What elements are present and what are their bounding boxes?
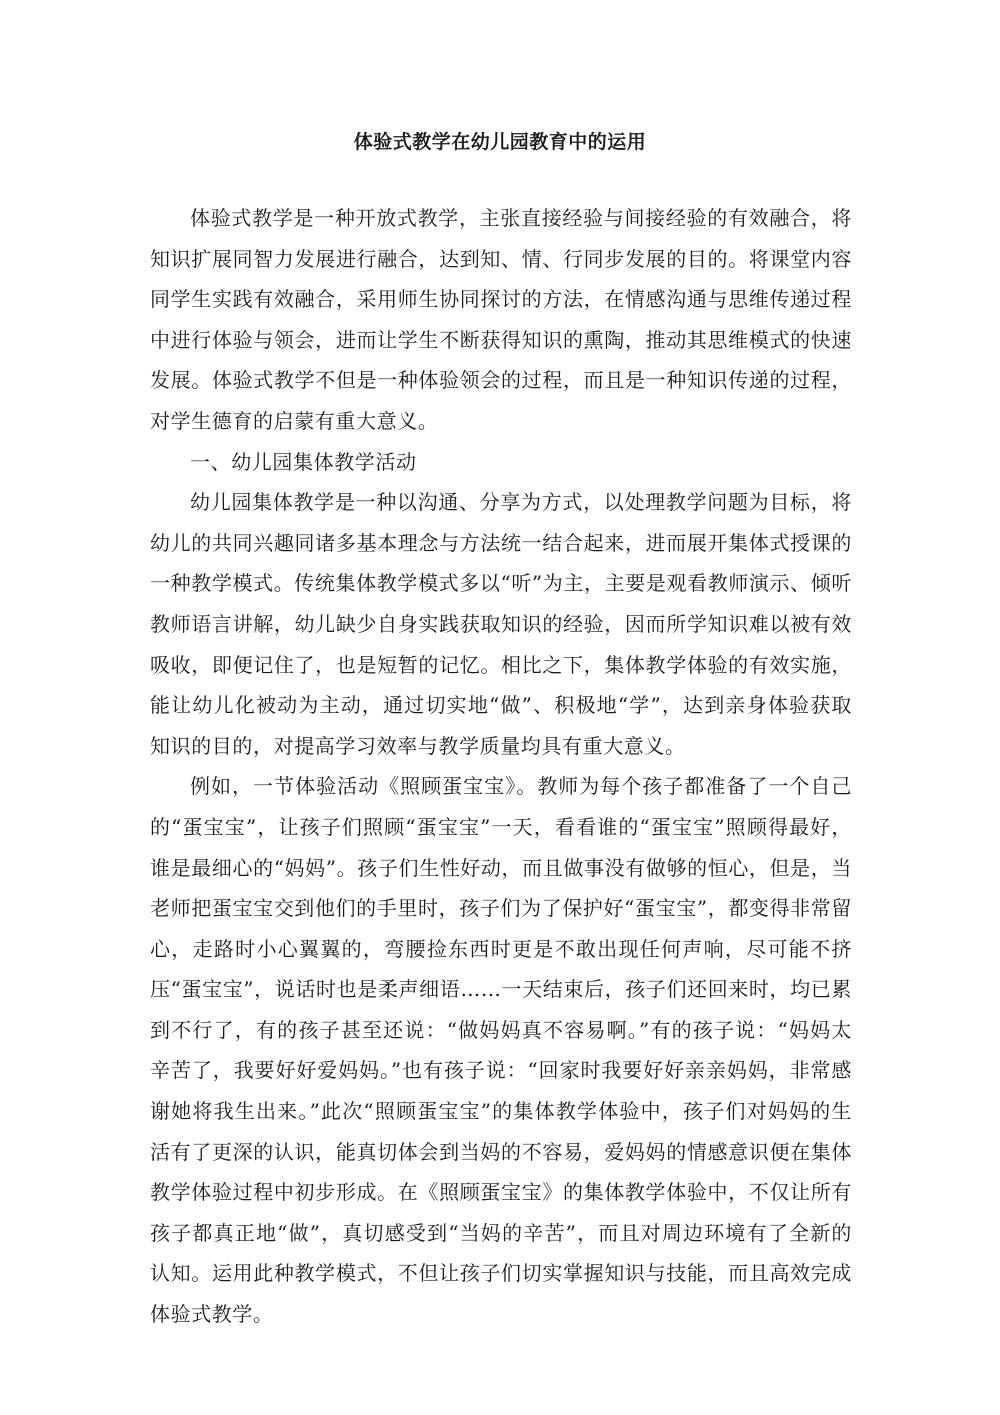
- document-body: [150, 198, 852, 1335]
- paragraph-intro: 体验式教学是一种开放式教学，主张直接经验与间接经验的有效融合，将知识扩展同智力发展进行融合，达到知、情、行同步发展的目的。将课堂内容同学生实践有效融合，采用师生协同探讨的方法，在情感沟通与思维传递过程中进行体验与领会，进而让学生不断获得知识的熏陶，推动其思维模式的快速发展。体验式教学不但是一种体验领会的过程，而且是一种知识传递的过程，对学生德育的启蒙有重大意义。: [150, 206, 852, 433]
- paragraph-example: 例如，一节体验活动《照顾蛋宝宝》。教师为每个孩子都准备了一个自己的“蛋宝宝”，让孩子们照顾“蛋宝宝”一天，看看谁的“蛋宝宝”照顾得最好，谁是最细心的“妈妈”。孩子们生性好动，而且做事没有做够的恒心，但是，当老师把蛋宝宝交到他们的手里时，孩子们为了保护好“蛋宝宝”，都变得非常留心，走路时小心翼翼的，弯腰捡东西时更是不敢出现任何声响，尽可能不挤压“蛋宝宝”，说话时也是柔声细语……一天结束后，孩子们还回来时，均已累到不行了，有的孩子甚至还说：“做妈妈真不容易啊。”有的孩子说：“妈妈太辛苦了，我要好好爱妈妈。”也有孩子说：“回家时我要好好亲亲妈妈，非常感谢她将我生出来。”此次“照顾蛋宝宝”的集体教学体验中，孩子们对妈妈的生活有了更深的认识，能真切体会到当妈的不容易，爱妈妈的情感意识便在集体教学体验过程中初步形成。在《照顾蛋宝宝》的集体教学体验中，不仅让所有孩子都真正地“做”，真切感受到“当妈的辛苦”，而且对周边环境有了全新的认知。运用此种教学模式，不但让孩子们切实掌握知识与技能，而且高效完成体验式教学。: [150, 774, 852, 1327]
- document-title: 体验式教学在幼儿园教育中的运用: [353, 131, 647, 153]
- section-heading: 一、幼儿园集体教学活动: [190, 449, 417, 474]
- paragraph-collective-teaching: 幼儿园集体教学是一种以沟通、分享为方式，以处理教学问题为目标，将幼儿的共同兴趣同诸多基本理念与方法统一结合起来，进而展开集体式授课的一种教学模式。传统集体教学模式多以“听”为主，主要是观看教师演示、倾听教师语言讲解，幼儿缺少自身实践获取知识的经验，因而所学知识难以被有效吸收，即便记住了，也是短暂的记忆。相比之下，集体教学体验的有效实施，能让幼儿化被动为主动，通过切实地“做”、积极地“学”，达到亲身体验获取知识的目的，对提高学习效率与教学质量均具有重大意义。: [150, 490, 852, 758]
